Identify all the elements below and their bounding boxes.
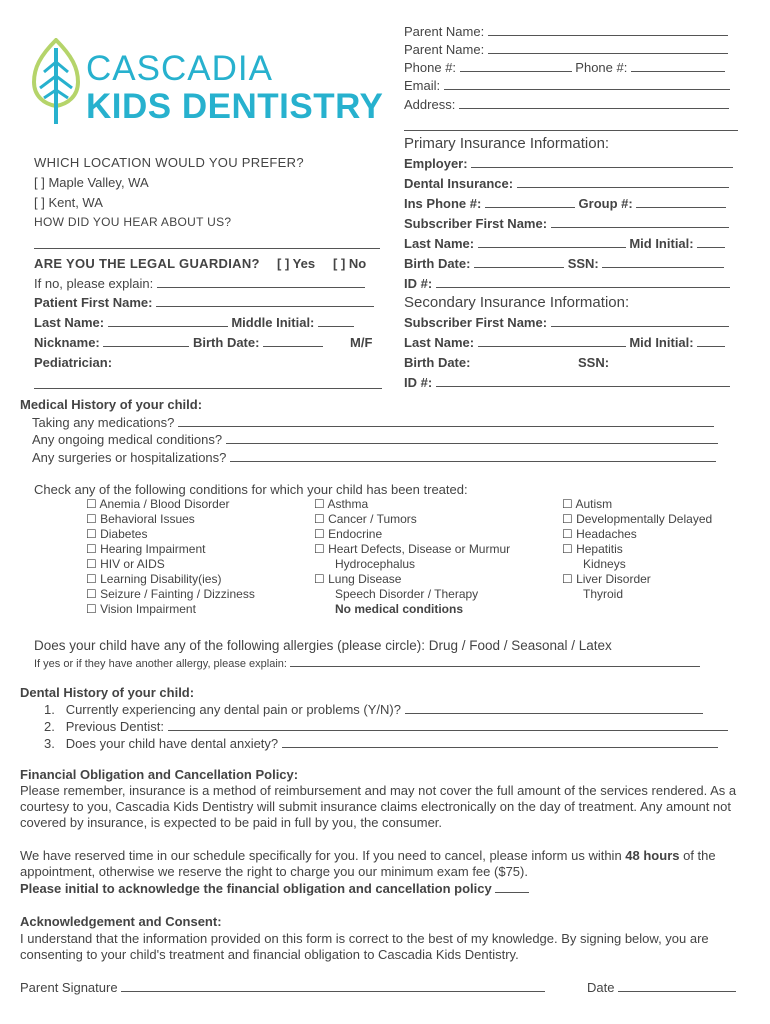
condition-item[interactable]: ☐ Heart Defects, Disease or Murmur (314, 542, 511, 556)
primary-subscriber-first-field[interactable]: Subscriber First Name: (404, 215, 729, 232)
condition-item[interactable]: ☐ Asthma (314, 497, 369, 511)
primary-insurance-heading: Primary Insurance Information: (404, 135, 610, 152)
allergy-question[interactable]: Does your child have any of the following allergies (please circle): Drug / Food / Seasonal / Latex (34, 638, 612, 653)
condition-item[interactable]: ☐ Cancer / Tumors (314, 512, 417, 526)
consent-heading: Acknowledgement and Consent: (20, 914, 222, 929)
primary-birth-ssn-fields[interactable]: Birth Date: SSN: (404, 255, 724, 272)
condition-item[interactable]: Kidneys (583, 557, 626, 571)
condition-item[interactable]: ☐ Behavioral Issues (86, 512, 195, 526)
financial-paragraph-1: Please remember, insurance is a method of reimbursement and may not cover the full amount of the services rendered. As a courtesy to you, Cascadia Kids Dentistry will submit insurance claims electronically on the day of treatment. Any amount not covered by insurance, is expected to be paid in full by you, the consumer. (20, 783, 737, 830)
condition-item[interactable]: ☐ Liver Disorder (562, 572, 651, 586)
condition-item[interactable]: ☐ HIV or AIDS (86, 557, 165, 571)
condition-item[interactable]: ☐ Seizure / Fainting / Dizziness (86, 587, 255, 601)
secondary-last-name-field[interactable]: Last Name: Mid Initial: (404, 334, 725, 351)
dental-item-1[interactable]: 1. Currently experiencing any dental pain or problems (Y/N)? (44, 701, 703, 718)
consent-paragraph: I understand that the information provided on this form is correct to the best of my knowledge. By signing below, you are consenting to your child's treatment and financial obligation to Cascadia Kids Dentistry. (20, 931, 709, 962)
location-option-kent[interactable]: [ ] Kent, WA (34, 195, 103, 210)
legal-guardian-question: ARE YOU THE LEGAL GUARDIAN? (34, 256, 260, 271)
hear-about-us-question: HOW DID YOU HEAR ABOUT US? (34, 215, 232, 229)
employer-field[interactable]: Employer: (404, 155, 733, 172)
condition-item[interactable]: ☐ Hearing Impairment (86, 542, 206, 556)
condition-item[interactable]: ☐ Autism (562, 497, 613, 511)
dental-insurance-field[interactable]: Dental Insurance: (404, 175, 729, 192)
pediatrician-label: Pediatrician: (34, 355, 113, 370)
surgeries-field[interactable]: Any surgeries or hospitalizations? (32, 449, 716, 466)
hear-about-us-line[interactable] (34, 236, 380, 254)
patient-last-name-field[interactable]: Last Name: Middle Initial: (34, 314, 354, 331)
condition-item[interactable]: ☐ Developmentally Delayed (562, 512, 713, 526)
logo (30, 38, 390, 128)
address-field[interactable]: Address: (404, 96, 729, 113)
secondary-ssn-label: SSN: (578, 355, 610, 370)
dental-item-2[interactable]: 2. Previous Dentist: (44, 718, 728, 735)
guardian-no-option[interactable]: [ ] No (333, 256, 367, 271)
condition-item[interactable]: ☐ Lung Disease (314, 572, 402, 586)
conditions-heading: Check any of the following conditions for which your child has been treated: (34, 482, 468, 497)
patient-first-name-field[interactable]: Patient First Name: (34, 294, 374, 311)
ongoing-conditions-field[interactable]: Any ongoing medical conditions? (32, 431, 718, 448)
secondary-id-field[interactable]: ID #: (404, 374, 730, 391)
conditions-column-1 (86, 497, 255, 617)
dental-item-3[interactable]: 3. Does your child have dental anxiety? (44, 735, 718, 752)
signature-date-field[interactable]: Date (587, 979, 736, 996)
condition-item[interactable]: ☐ Headaches (562, 527, 637, 541)
pediatrician-line[interactable] (34, 376, 382, 394)
condition-item[interactable]: Hydrocephalus (335, 557, 416, 571)
parent-signature-field[interactable]: Parent Signature (20, 979, 545, 996)
dental-history-heading: Dental History of your child: (20, 685, 195, 700)
secondary-birth-date-label: Birth Date: (404, 355, 471, 370)
conditions-column-3 (562, 497, 712, 602)
ins-phone-group-fields[interactable]: Ins Phone #: Group #: (404, 195, 726, 212)
secondary-insurance-heading: Secondary Insurance Information: (404, 294, 630, 311)
sex-mf-label[interactable]: M/F (350, 335, 373, 350)
financial-paragraph-2: We have reserved time in our schedule specifically for you. If you need to cancel, please inform us within 48 hours of the appointment, otherwise we reserve the right to charge you our minimum exam fee ($75). (20, 848, 716, 879)
no-medical-conditions-item[interactable]: No medical conditions (335, 602, 464, 616)
primary-last-name-field[interactable]: Last Name: Mid Initial: (404, 235, 725, 252)
medical-history-heading: Medical History of your child: (20, 397, 203, 412)
email-field[interactable]: Email: (404, 77, 730, 94)
guardian-yes-option[interactable]: [ ] Yes (277, 256, 316, 271)
condition-item[interactable]: ☐ Anemia / Blood Disorder (86, 497, 230, 511)
condition-item[interactable]: Thyroid (583, 587, 624, 601)
condition-item[interactable]: ☐ Diabetes (86, 527, 148, 541)
condition-item[interactable]: ☐ Vision Impairment (86, 602, 196, 616)
medications-field[interactable]: Taking any medications? (32, 414, 714, 431)
parent-name-field-1[interactable]: Parent Name: (404, 23, 728, 40)
secondary-subscriber-first-field[interactable]: Subscriber First Name: (404, 314, 729, 331)
parent-name-field-2[interactable]: Parent Name: (404, 41, 728, 58)
phone-fields[interactable]: Phone #: Phone #: (404, 59, 725, 76)
logo-text-line2: KIDS DENTISTRY (86, 87, 384, 126)
allergy-explain-field[interactable]: If yes or if they have another allergy, please explain: (34, 655, 700, 671)
location-option-maple-valley[interactable]: [ ] Maple Valley, WA (34, 175, 149, 190)
nickname-birth-fields[interactable]: Nickname: Birth Date: (34, 334, 323, 351)
leaf-icon (30, 38, 82, 126)
conditions-column-2 (314, 497, 510, 617)
primary-id-field[interactable]: ID #: (404, 275, 730, 292)
condition-item[interactable]: ☐ Endocrine (314, 527, 383, 541)
condition-item[interactable]: ☐ Hepatitis (562, 542, 623, 556)
condition-item[interactable]: ☐ Learning Disability(ies) (86, 572, 222, 586)
initial-acknowledge-field[interactable]: Please initial to acknowledge the financial obligation and cancellation policy (20, 880, 529, 897)
logo-text-line1: CASCADIA (86, 49, 273, 88)
location-question: WHICH LOCATION WOULD YOU PREFER? (34, 155, 304, 170)
condition-item[interactable]: Speech Disorder / Therapy (335, 587, 479, 601)
guardian-explain-field[interactable]: If no, please explain: (34, 275, 365, 292)
financial-heading: Financial Obligation and Cancellation Policy: (20, 767, 299, 782)
